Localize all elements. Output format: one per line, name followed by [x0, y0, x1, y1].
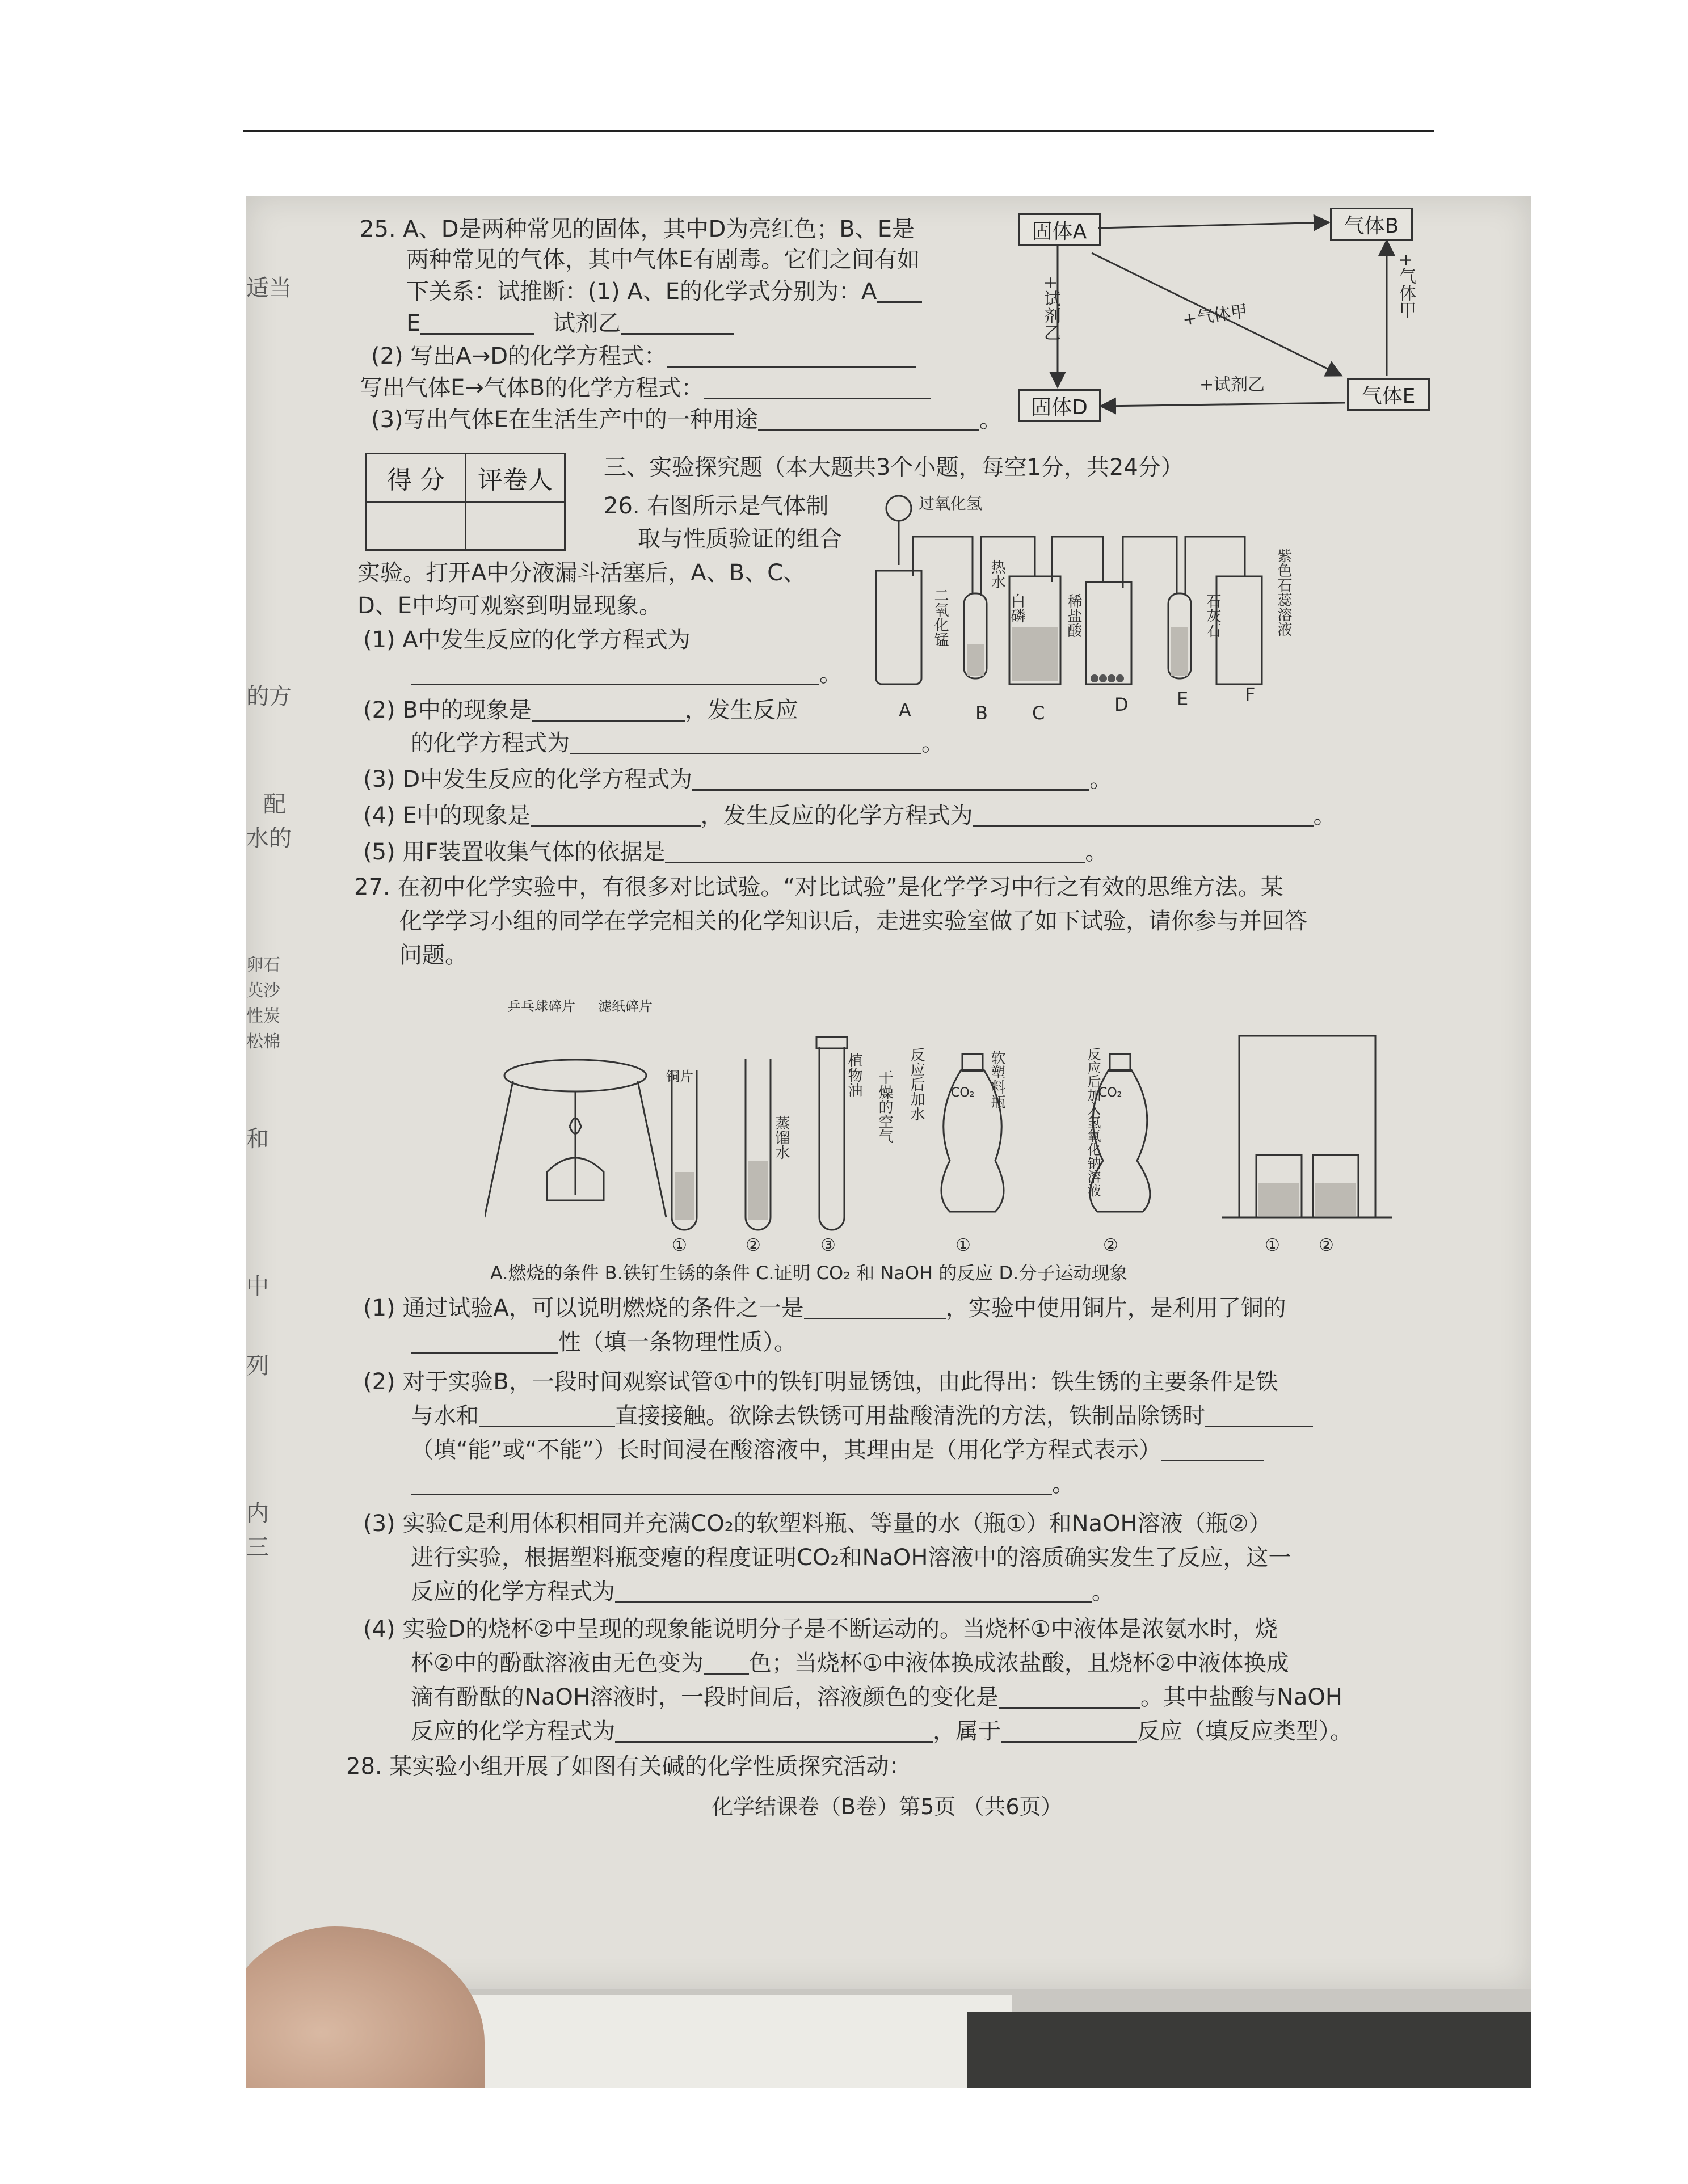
q28-line1: 28. 某实验小组开展了如图有关碱的化学性质探究活动： [346, 1753, 912, 1780]
q27-p4b-row [411, 1652, 1289, 1675]
margin-fragment: 配 [263, 791, 286, 817]
answer-blank[interactable] [692, 770, 1089, 791]
plant-oil-label: 植物油 [845, 1053, 862, 1097]
q26-p4-row [363, 804, 1336, 827]
q27-p4c2: 。其中盐酸与NaOH [1140, 1684, 1342, 1710]
score-label: 得 分 [367, 454, 466, 502]
exam-photo [246, 196, 1531, 2088]
q26-p2c-row [411, 732, 944, 754]
q27-p3c-row [411, 1580, 1114, 1603]
q25-line1: 25. A、D是两种常见的固体，其中D为亮红色；B、E是 [360, 216, 915, 242]
answer-blank[interactable] [621, 314, 734, 335]
q27-p2d: （填“能”或“不能”）长时间浸在酸溶液中，其理由是（用化学方程式表示） [411, 1437, 1161, 1463]
litmus-label: 紫色石蕊溶液 [1275, 548, 1292, 636]
q27-p4d3: 反应（填反应类型）。 [1137, 1718, 1353, 1744]
margin-fragment: 列 [246, 1353, 269, 1379]
margin-fragment: 适当 [246, 275, 292, 301]
q26-p4a: (4) E中的现象是 [363, 803, 531, 829]
answer-blank[interactable] [411, 1333, 558, 1354]
period: 。 [1313, 803, 1336, 829]
q25-reagent-vert: +试剂乙 [1041, 276, 1060, 341]
q26-p3: (3) D中发生反应的化学方程式为 [363, 766, 693, 792]
answer-blank[interactable] [411, 1474, 1052, 1495]
q26-p4b: ，发生反应的化学方程式为 [700, 803, 973, 829]
margin-fragment: 英沙 [246, 981, 280, 1001]
margin-fragment: 三 [246, 1534, 269, 1561]
q26-p2b: ，发生反应 [684, 697, 798, 723]
answer-blank[interactable] [1205, 1406, 1313, 1427]
circled-1c: ① [1265, 1236, 1280, 1255]
q25-a-to-d: (2) 写出A→D的化学方程式： [371, 343, 667, 369]
section3-title: 三、实验探究题（本大题共3个小题，每空1分，共24分） [604, 454, 1184, 480]
answer-blank[interactable] [615, 1582, 1092, 1603]
q25-line3-row [406, 280, 922, 303]
answer-blank[interactable] [704, 378, 931, 399]
answer-blank[interactable] [411, 664, 819, 685]
label-e: E [1177, 688, 1189, 710]
answer-blank[interactable] [615, 1722, 933, 1743]
answer-blank[interactable] [570, 733, 921, 754]
page-footer: 化学结课卷（B卷）第5页 （共6页） [712, 1794, 1063, 1819]
q27-p4b2: 色；当烧杯①中液体换成浓盐酸，且烧杯②中液体换成 [748, 1650, 1289, 1676]
q25-reagent-bottom: +试剂乙 [1199, 375, 1265, 395]
q27-p3a: (3) 实验C是利用体积相同并充满CO₂的软塑料瓶、等量的水（瓶①）和NaOH溶液（瓶②） [363, 1511, 1272, 1537]
solid-a-box: 固体A [1018, 213, 1101, 246]
q27-p4a: (4) 实验D的烧杯②中呈现的现象能说明分子是不断运动的。当烧杯①中液体是浓氨水时，烧 [363, 1616, 1278, 1642]
soft-bottle-label: 软塑料瓶 [988, 1050, 1005, 1109]
after-naoh-label: 反应后加入氢氧化钠溶液 [1085, 1047, 1101, 1197]
q26-apparatus [870, 491, 1495, 710]
period: 。 [819, 661, 842, 687]
period: 。 [1092, 1579, 1114, 1605]
answer-blank[interactable] [665, 842, 1085, 863]
q27-line1: 27. 在初中化学实验中，有很多对比试验。“对比试验”是化学学习中行之有效的思维方法。某 [354, 874, 1283, 900]
q26-p2a: (2) B中的现象是 [363, 697, 532, 723]
q27-p2a: (2) 对于实验B，一段时间观察试管①中的铁钉明显锈蚀，由此得出：铁生锈的主要条件是铁 [363, 1369, 1278, 1395]
exam-page [246, 196, 1531, 1989]
q26-p1-blank-row [411, 663, 842, 685]
q27-p2e-row [411, 1473, 1075, 1495]
q25-line6-row [360, 377, 931, 399]
q25-e-label: E [406, 310, 421, 336]
mno2-label: 二氧化锰 [932, 588, 949, 647]
limestone-label: 石灰石 [1204, 593, 1221, 638]
q25-e-to-b: 写出气体E→气体B的化学方程式： [360, 375, 704, 401]
q27-p2b: 与水和 [411, 1403, 479, 1429]
q27-p2b-row [411, 1405, 1313, 1427]
q27-p1-row [363, 1297, 1286, 1319]
q27-line3: 问题。 [399, 942, 468, 968]
answer-blank[interactable] [420, 314, 534, 335]
co2-label-2: CO₂ [1098, 1086, 1122, 1100]
q27-p4d-row [411, 1720, 1353, 1743]
q27-p3b: 进行实验，根据塑料瓶变瘪的程度证明CO₂和NaOH溶液中的溶质确实发生了反应，这一 [411, 1545, 1291, 1571]
q27-p1b: ，实验中使用铜片，是利用了铜的 [945, 1295, 1286, 1321]
q26-p3-row [363, 768, 1112, 791]
circled-2c: ② [1319, 1236, 1334, 1255]
margin-fragment: 中 [246, 1274, 269, 1300]
co2-label-1: CO₂ [951, 1086, 975, 1100]
margin-fragment: 性炭 [246, 1006, 280, 1026]
q27-p4c: 滴有酚酞的NaOH溶液时，一段时间后，溶液颜色的变化是 [411, 1684, 999, 1710]
answer-blank[interactable] [1001, 1722, 1137, 1743]
label-b: B [975, 702, 988, 724]
margin-fragment: 内 [246, 1500, 269, 1527]
margin-fragment: 和 [246, 1126, 269, 1152]
q25-line2: 两种常见的气体，其中气体E有剧毒。它们之间有如 [406, 247, 920, 273]
circled-2: ② [746, 1236, 761, 1255]
q27-p1a: (1) 通过试验A，可以说明燃烧的条件之一是 [363, 1295, 804, 1321]
q26-line2: 取与性质验证的组合 [638, 526, 842, 552]
period: 。 [979, 407, 1002, 433]
paper-underneath [416, 1995, 1012, 2088]
dry-air-label: 干燥的空气 [876, 1070, 893, 1144]
margin-fragment: 的方 [246, 684, 292, 710]
q27-figure [485, 998, 1531, 1240]
white-p-label: 白磷 [1008, 593, 1025, 623]
q25-line5-row [371, 345, 916, 368]
score-table [365, 453, 566, 551]
q26-line3: 实验。打开A中分液漏斗活塞后，A、B、C、 [357, 560, 806, 586]
period: 。 [1052, 1471, 1075, 1497]
q27-p3c: 反应的化学方程式为 [411, 1579, 615, 1605]
q25-line4-row [406, 312, 734, 335]
hot-water-label: 热水 [988, 559, 1005, 589]
period: 。 [921, 730, 944, 756]
q27-p4c-row [411, 1686, 1342, 1709]
solid-d-box: 固体D [1018, 389, 1101, 422]
copper-label: 铜片 [666, 1069, 693, 1085]
answer-blank[interactable] [999, 1688, 1140, 1709]
q25-line7-row [371, 408, 1002, 431]
q27-p1c: 性（填一条物理性质）。 [558, 1329, 797, 1355]
circled-3: ③ [820, 1236, 836, 1255]
gas-b-box: 气体B [1330, 208, 1413, 241]
distilled-water-label: 蒸馏水 [773, 1115, 790, 1160]
period: 。 [1089, 766, 1113, 792]
answer-blank[interactable] [667, 347, 916, 368]
q26-p2-row [363, 699, 798, 722]
dilute-hcl-label: 稀盐酸 [1065, 593, 1082, 638]
after-water-label: 反应后加水 [908, 1047, 925, 1121]
q25-line3: 下关系：试推断：(1) A、E的化学式分别为：A [406, 279, 877, 305]
pingpong-label: 乒乓球碎片 [507, 998, 575, 1014]
q26-p1: (1) A中发生反应的化学方程式为 [363, 627, 691, 653]
margin-fragment: 水的 [246, 825, 292, 851]
q25-use: (3)写出气体E在生活生产中的一种用途 [371, 407, 758, 433]
q25-gas-vert: +气体甲 [1396, 253, 1416, 319]
label-d: D [1114, 694, 1129, 715]
label-c: C [1032, 702, 1045, 724]
q27-p1c-row [411, 1331, 797, 1354]
answer-blank[interactable] [479, 1406, 615, 1427]
circled-2b: ② [1103, 1236, 1118, 1255]
filter-paper-label: 滤纸碎片 [598, 998, 653, 1014]
circled-1b: ① [955, 1236, 971, 1255]
q27-figure-caption: A.燃烧的条件 B.铁钉生锈的条件 C.证明 CO₂ 和 NaOH 的反应 D.分子运动现象 [490, 1262, 1128, 1284]
q26-line4: D、E中均可观察到明显现象。 [357, 593, 662, 619]
period: 。 [1085, 839, 1108, 865]
circled-1: ① [672, 1236, 687, 1255]
q26-line1: 26. 右图所示是气体制 [604, 493, 829, 519]
margin-fragment: 卵石 [246, 955, 280, 975]
answer-blank[interactable] [531, 806, 701, 827]
q27-line2: 化学学习小组的同学在学完相关的化学知识后，走进实验室做了如下试验，请你参与并回答 [399, 908, 1307, 934]
grader-cell[interactable] [466, 502, 565, 550]
grader-label: 评卷人 [466, 454, 565, 502]
answer-blank[interactable] [877, 282, 922, 303]
header-rule [243, 130, 1434, 132]
q27-p2d-row [411, 1439, 1264, 1461]
q27-p4b: 杯②中的酚酞溶液由无色变为 [411, 1650, 704, 1676]
h2o2-label: 过氧化氢 [919, 494, 983, 513]
q25-reagent-label: 试剂乙 [553, 310, 621, 336]
answer-blank[interactable] [758, 410, 979, 431]
q27-p4d2: ，属于 [933, 1718, 1001, 1744]
answer-blank[interactable] [1161, 1440, 1264, 1461]
label-a: A [899, 699, 911, 721]
q25-gas-diag: +气体甲 [1181, 301, 1249, 330]
margin-fragment: 松棉 [246, 1032, 280, 1052]
score-cell[interactable] [367, 502, 466, 550]
q27-p2c: 直接接触。欲除去铁锈可用盐酸清洗的方法，铁制品除锈时 [615, 1403, 1205, 1429]
q26-p2c: 的化学方程式为 [411, 730, 570, 756]
answer-blank[interactable] [973, 806, 1314, 827]
q26-p5-row [363, 841, 1108, 863]
q27-p4d: 反应的化学方程式为 [411, 1718, 615, 1744]
q26-p5: (5) 用F装置收集气体的依据是 [363, 839, 666, 865]
gas-e-box: 气体E [1347, 378, 1430, 411]
answer-blank[interactable] [704, 1654, 749, 1675]
answer-blank[interactable] [804, 1298, 946, 1319]
answer-blank[interactable] [532, 701, 685, 722]
background-surface [967, 2012, 1531, 2088]
label-f: F [1245, 684, 1256, 705]
